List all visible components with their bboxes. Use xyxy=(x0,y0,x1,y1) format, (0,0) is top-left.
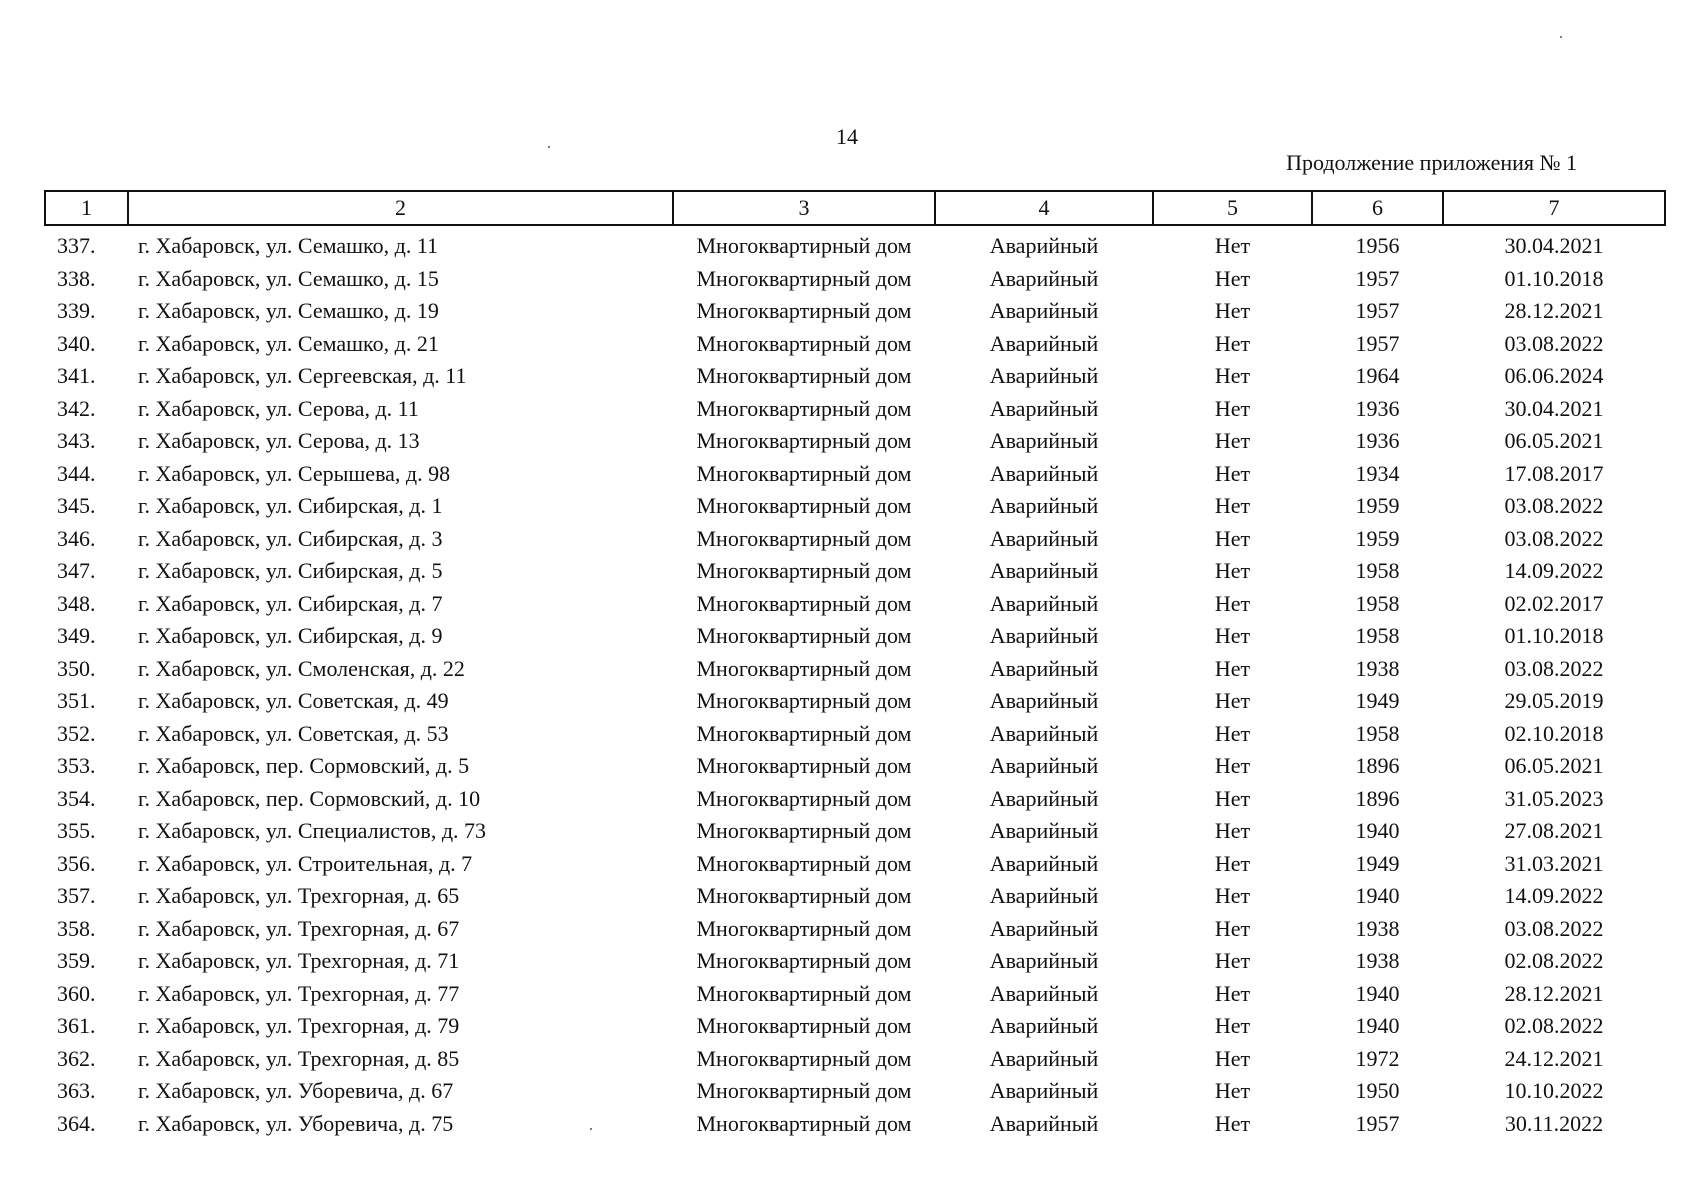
column-header: 1 xyxy=(45,191,128,225)
table-row xyxy=(45,490,1665,523)
building-type-cell: Многоквартирный дом xyxy=(696,265,912,291)
building-type-cell: Многоквартирный дом xyxy=(696,395,912,421)
row-number: 347. xyxy=(57,558,96,584)
row-number: 363. xyxy=(57,1078,96,1104)
condition-cell: Аварийный xyxy=(989,590,1099,616)
condition-cell: Аварийный xyxy=(989,298,1099,324)
year-built-cell: 1972 xyxy=(1355,1045,1400,1071)
cultural-heritage-cell: Нет xyxy=(1214,753,1251,779)
building-type-cell: Многоквартирный дом xyxy=(696,1078,912,1104)
condition-cell: Аварийный xyxy=(989,1078,1099,1104)
date-cell: 02.02.2017 xyxy=(1504,590,1604,616)
year-built-cell: 1957 xyxy=(1355,330,1400,356)
year-built-cell: 1958 xyxy=(1355,720,1400,746)
building-type-cell: Многоквартирный дом xyxy=(696,493,912,519)
table-row xyxy=(45,425,1665,458)
row-number: 355. xyxy=(57,818,96,844)
building-type-cell: Многоквартирный дом xyxy=(696,818,912,844)
row-number: 341. xyxy=(57,363,96,389)
row-number: 351. xyxy=(57,688,96,714)
date-cell: 17.08.2017 xyxy=(1504,460,1604,486)
row-number: 354. xyxy=(57,785,96,811)
cultural-heritage-cell: Нет xyxy=(1214,590,1251,616)
cultural-heritage-cell: Нет xyxy=(1214,688,1251,714)
date-cell: 31.03.2021 xyxy=(1504,850,1604,876)
address-cell: г. Хабаровск, ул. Сибирская, д. 7 xyxy=(138,590,443,616)
building-type-cell: Многоквартирный дом xyxy=(696,525,912,551)
building-type-cell: Многоквартирный дом xyxy=(696,883,912,909)
date-cell: 03.08.2022 xyxy=(1504,330,1604,356)
condition-cell: Аварийный xyxy=(989,330,1099,356)
address-cell: г. Хабаровск, ул. Сибирская, д. 1 xyxy=(138,493,443,519)
building-type-cell: Многоквартирный дом xyxy=(696,233,912,259)
year-built-cell: 1940 xyxy=(1355,883,1400,909)
year-built-cell: 1958 xyxy=(1355,623,1400,649)
year-built-cell: 1940 xyxy=(1355,1013,1400,1039)
building-type-cell: Многоквартирный дом xyxy=(696,850,912,876)
address-cell: г. Хабаровск, ул. Трехгорная, д. 65 xyxy=(138,883,460,909)
table-row xyxy=(45,1075,1665,1108)
row-number: 342. xyxy=(57,395,96,421)
address-cell: г. Хабаровск, ул. Семашко, д. 21 xyxy=(138,330,439,356)
condition-cell: Аварийный xyxy=(989,785,1099,811)
cultural-heritage-cell: Нет xyxy=(1214,1110,1251,1136)
date-cell: 14.09.2022 xyxy=(1504,883,1604,909)
row-number: 338. xyxy=(57,265,96,291)
continuation-label: Продолжение приложения № 1 xyxy=(1286,150,1577,175)
table-row xyxy=(45,225,1665,263)
condition-cell: Аварийный xyxy=(989,525,1099,551)
address-cell: г. Хабаровск, ул. Трехгорная, д. 79 xyxy=(138,1013,460,1039)
building-type-cell: Многоквартирный дом xyxy=(696,785,912,811)
condition-cell: Аварийный xyxy=(989,395,1099,421)
condition-cell: Аварийный xyxy=(989,915,1099,941)
year-built-cell: 1936 xyxy=(1355,395,1400,421)
condition-cell: Аварийный xyxy=(989,493,1099,519)
table-row xyxy=(45,653,1665,686)
date-cell: 30.11.2022 xyxy=(1504,1110,1604,1136)
row-number: 360. xyxy=(57,980,96,1006)
row-number: 350. xyxy=(57,655,96,681)
table-row xyxy=(45,945,1665,978)
cultural-heritage-cell: Нет xyxy=(1214,980,1251,1006)
row-number: 348. xyxy=(57,590,96,616)
condition-cell: Аварийный xyxy=(989,428,1099,454)
table-row xyxy=(45,880,1665,913)
condition-cell: Аварийный xyxy=(989,883,1099,909)
date-cell: 10.10.2022 xyxy=(1504,1078,1604,1104)
cultural-heritage-cell: Нет xyxy=(1214,623,1251,649)
cultural-heritage-cell: Нет xyxy=(1214,493,1251,519)
cultural-heritage-cell: Нет xyxy=(1214,265,1251,291)
year-built-cell: 1940 xyxy=(1355,980,1400,1006)
date-cell: 03.08.2022 xyxy=(1504,655,1604,681)
address-cell: г. Хабаровск, ул. Смоленская, д. 22 xyxy=(138,655,465,681)
year-built-cell: 1949 xyxy=(1355,850,1400,876)
condition-cell: Аварийный xyxy=(989,1013,1099,1039)
building-type-cell: Многоквартирный дом xyxy=(696,558,912,584)
cultural-heritage-cell: Нет xyxy=(1214,330,1251,356)
header-row xyxy=(45,191,1665,225)
cultural-heritage-cell: Нет xyxy=(1214,1078,1251,1104)
address-cell: г. Хабаровск, ул. Серышева, д. 98 xyxy=(138,460,451,486)
building-type-cell: Многоквартирный дом xyxy=(696,330,912,356)
cultural-heritage-cell: Нет xyxy=(1214,818,1251,844)
date-cell: 24.12.2021 xyxy=(1504,1045,1604,1071)
condition-cell: Аварийный xyxy=(989,688,1099,714)
cultural-heritage-cell: Нет xyxy=(1214,655,1251,681)
condition-cell: Аварийный xyxy=(989,1110,1099,1136)
building-type-cell: Многоквартирный дом xyxy=(696,623,912,649)
row-number: 339. xyxy=(57,298,96,324)
address-cell: г. Хабаровск, ул. Трехгорная, д. 77 xyxy=(138,980,460,1006)
date-cell: 03.08.2022 xyxy=(1504,493,1604,519)
address-cell: г. Хабаровск, ул. Семашко, д. 19 xyxy=(138,298,439,324)
date-cell: 06.06.2024 xyxy=(1504,363,1604,389)
condition-cell: Аварийный xyxy=(989,233,1099,259)
date-cell: 03.08.2022 xyxy=(1504,915,1604,941)
address-cell: г. Хабаровск, ул. Сибирская, д. 5 xyxy=(138,558,443,584)
date-cell: 01.10.2018 xyxy=(1504,623,1604,649)
row-number: 337. xyxy=(57,233,96,259)
row-number: 358. xyxy=(57,915,96,941)
cultural-heritage-cell: Нет xyxy=(1214,915,1251,941)
row-number: 356. xyxy=(57,850,96,876)
table-row xyxy=(45,718,1665,751)
table-row xyxy=(45,458,1665,491)
cultural-heritage-cell: Нет xyxy=(1214,785,1251,811)
row-number: 353. xyxy=(57,753,96,779)
address-cell: г. Хабаровск, ул. Советская, д. 53 xyxy=(138,720,449,746)
address-cell: г. Хабаровск, ул. Семашко, д. 11 xyxy=(138,233,439,259)
condition-cell: Аварийный xyxy=(989,1045,1099,1071)
table-row xyxy=(45,588,1665,621)
year-built-cell: 1957 xyxy=(1355,265,1400,291)
building-type-cell: Многоквартирный дом xyxy=(696,688,912,714)
year-built-cell: 1896 xyxy=(1355,785,1400,811)
cultural-heritage-cell: Нет xyxy=(1214,948,1251,974)
column-header: 6 xyxy=(1312,191,1443,225)
cultural-heritage-cell: Нет xyxy=(1214,1045,1251,1071)
address-cell: г. Хабаровск, ул. Семашко, д. 15 xyxy=(138,265,439,291)
row-number: 357. xyxy=(57,883,96,909)
building-type-cell: Многоквартирный дом xyxy=(696,298,912,324)
row-number: 364. xyxy=(57,1110,96,1136)
table-row xyxy=(45,978,1665,1011)
year-built-cell: 1896 xyxy=(1355,753,1400,779)
address-cell: г. Хабаровск, ул. Строительная, д. 7 xyxy=(138,850,473,876)
building-type-cell: Многоквартирный дом xyxy=(696,915,912,941)
table-body xyxy=(45,225,1665,1140)
building-type-cell: Многоквартирный дом xyxy=(696,720,912,746)
condition-cell: Аварийный xyxy=(989,753,1099,779)
condition-cell: Аварийный xyxy=(989,363,1099,389)
table-row xyxy=(45,555,1665,588)
address-cell: г. Хабаровск, ул. Трехгорная, д. 67 xyxy=(138,915,460,941)
table-row xyxy=(45,393,1665,426)
table-row xyxy=(45,328,1665,361)
condition-cell: Аварийный xyxy=(989,655,1099,681)
cultural-heritage-cell: Нет xyxy=(1214,1013,1251,1039)
year-built-cell: 1958 xyxy=(1355,590,1400,616)
table-row xyxy=(45,1043,1665,1076)
building-type-cell: Многоквартирный дом xyxy=(696,363,912,389)
table-row xyxy=(45,848,1665,881)
address-cell: г. Хабаровск, ул. Серова, д. 11 xyxy=(138,395,419,421)
cultural-heritage-cell: Нет xyxy=(1214,233,1251,259)
building-type-cell: Многоквартирный дом xyxy=(696,590,912,616)
cultural-heritage-cell: Нет xyxy=(1214,558,1251,584)
condition-cell: Аварийный xyxy=(989,460,1099,486)
condition-cell: Аварийный xyxy=(989,818,1099,844)
row-number: 352. xyxy=(57,720,96,746)
column-header: 5 xyxy=(1153,191,1312,225)
date-cell: 27.08.2021 xyxy=(1504,818,1604,844)
table-row xyxy=(45,295,1665,328)
condition-cell: Аварийный xyxy=(989,558,1099,584)
column-header: 2 xyxy=(128,191,673,225)
address-cell: г. Хабаровск, ул. Сергеевская, д. 11 xyxy=(138,363,467,389)
condition-cell: Аварийный xyxy=(989,623,1099,649)
cultural-heritage-cell: Нет xyxy=(1214,720,1251,746)
cultural-heritage-cell: Нет xyxy=(1214,850,1251,876)
address-cell: г. Хабаровск, ул. Трехгорная, д. 85 xyxy=(138,1045,460,1071)
date-cell: 06.05.2021 xyxy=(1504,428,1604,454)
address-cell: г. Хабаровск, ул. Сибирская, д. 9 xyxy=(138,623,443,649)
row-number: 345. xyxy=(57,493,96,519)
row-number: 344. xyxy=(57,460,96,486)
date-cell: 14.09.2022 xyxy=(1504,558,1604,584)
building-type-cell: Многоквартирный дом xyxy=(696,428,912,454)
cultural-heritage-cell: Нет xyxy=(1214,525,1251,551)
table-row xyxy=(45,685,1665,718)
row-number: 340. xyxy=(57,330,96,356)
table-row xyxy=(45,783,1665,816)
address-cell: г. Хабаровск, ул. Специалистов, д. 73 xyxy=(138,818,487,844)
building-type-cell: Многоквартирный дом xyxy=(696,1013,912,1039)
date-cell: 01.10.2018 xyxy=(1504,265,1604,291)
page-number: 14 xyxy=(836,124,858,149)
date-cell: 02.08.2022 xyxy=(1504,1013,1604,1039)
year-built-cell: 1959 xyxy=(1355,493,1400,519)
date-cell: 02.08.2022 xyxy=(1504,948,1604,974)
row-number: 346. xyxy=(57,525,96,551)
year-built-cell: 1938 xyxy=(1355,915,1400,941)
scan-speck xyxy=(548,146,550,148)
cultural-heritage-cell: Нет xyxy=(1214,395,1251,421)
year-built-cell: 1957 xyxy=(1355,298,1400,324)
building-type-cell: Многоквартирный дом xyxy=(696,980,912,1006)
year-built-cell: 1957 xyxy=(1355,1110,1400,1136)
table-row xyxy=(45,1108,1665,1141)
year-built-cell: 1959 xyxy=(1355,525,1400,551)
cultural-heritage-cell: Нет xyxy=(1214,428,1251,454)
row-number: 349. xyxy=(57,623,96,649)
scan-speck xyxy=(590,1128,592,1130)
row-number: 343. xyxy=(57,428,96,454)
address-cell: г. Хабаровск, пер. Сормовский, д. 5 xyxy=(138,753,470,779)
address-cell: г. Хабаровск, пер. Сормовский, д. 10 xyxy=(138,785,481,811)
address-cell: г. Хабаровск, ул. Уборевича, д. 75 xyxy=(138,1110,454,1136)
row-number: 359. xyxy=(57,948,96,974)
year-built-cell: 1938 xyxy=(1355,948,1400,974)
column-header: 4 xyxy=(935,191,1153,225)
row-number: 361. xyxy=(57,1013,96,1039)
year-built-cell: 1934 xyxy=(1355,460,1400,486)
address-cell: г. Хабаровск, ул. Уборевича, д. 67 xyxy=(138,1078,454,1104)
table-header xyxy=(45,191,1665,225)
year-built-cell: 1936 xyxy=(1355,428,1400,454)
cultural-heritage-cell: Нет xyxy=(1214,460,1251,486)
date-cell: 29.05.2019 xyxy=(1504,688,1604,714)
year-built-cell: 1956 xyxy=(1355,233,1400,259)
building-type-cell: Многоквартирный дом xyxy=(696,753,912,779)
date-cell: 30.04.2021 xyxy=(1504,395,1604,421)
building-type-cell: Многоквартирный дом xyxy=(696,1045,912,1071)
condition-cell: Аварийный xyxy=(989,948,1099,974)
table-row xyxy=(45,263,1665,296)
table-row xyxy=(45,523,1665,556)
date-cell: 28.12.2021 xyxy=(1504,298,1604,324)
table-row xyxy=(45,360,1665,393)
date-cell: 30.04.2021 xyxy=(1504,233,1604,259)
year-built-cell: 1940 xyxy=(1355,818,1400,844)
cultural-heritage-cell: Нет xyxy=(1214,298,1251,324)
cultural-heritage-cell: Нет xyxy=(1214,883,1251,909)
housing-table xyxy=(44,190,1666,1140)
condition-cell: Аварийный xyxy=(989,265,1099,291)
date-cell: 28.12.2021 xyxy=(1504,980,1604,1006)
condition-cell: Аварийный xyxy=(989,720,1099,746)
year-built-cell: 1949 xyxy=(1355,688,1400,714)
cultural-heritage-cell: Нет xyxy=(1214,363,1251,389)
address-cell: г. Хабаровск, ул. Сибирская, д. 3 xyxy=(138,525,443,551)
address-cell: г. Хабаровск, ул. Серова, д. 13 xyxy=(138,428,420,454)
date-cell: 03.08.2022 xyxy=(1504,525,1604,551)
address-cell: г. Хабаровск, ул. Трехгорная, д. 71 xyxy=(138,948,460,974)
table-row xyxy=(45,815,1665,848)
column-header: 7 xyxy=(1443,191,1665,225)
year-built-cell: 1938 xyxy=(1355,655,1400,681)
building-type-cell: Многоквартирный дом xyxy=(696,948,912,974)
table-row xyxy=(45,750,1665,783)
condition-cell: Аварийный xyxy=(989,980,1099,1006)
date-cell: 31.05.2023 xyxy=(1504,785,1604,811)
year-built-cell: 1958 xyxy=(1355,558,1400,584)
row-number: 362. xyxy=(57,1045,96,1071)
column-header: 3 xyxy=(673,191,935,225)
condition-cell: Аварийный xyxy=(989,850,1099,876)
year-built-cell: 1950 xyxy=(1355,1078,1400,1104)
date-cell: 02.10.2018 xyxy=(1504,720,1604,746)
scan-speck xyxy=(1560,36,1562,38)
year-built-cell: 1964 xyxy=(1355,363,1400,389)
table-row xyxy=(45,620,1665,653)
table-row xyxy=(45,913,1665,946)
building-type-cell: Многоквартирный дом xyxy=(696,1110,912,1136)
building-type-cell: Многоквартирный дом xyxy=(696,460,912,486)
address-cell: г. Хабаровск, ул. Советская, д. 49 xyxy=(138,688,449,714)
building-type-cell: Многоквартирный дом xyxy=(696,655,912,681)
table-row xyxy=(45,1010,1665,1043)
date-cell: 06.05.2021 xyxy=(1504,753,1604,779)
